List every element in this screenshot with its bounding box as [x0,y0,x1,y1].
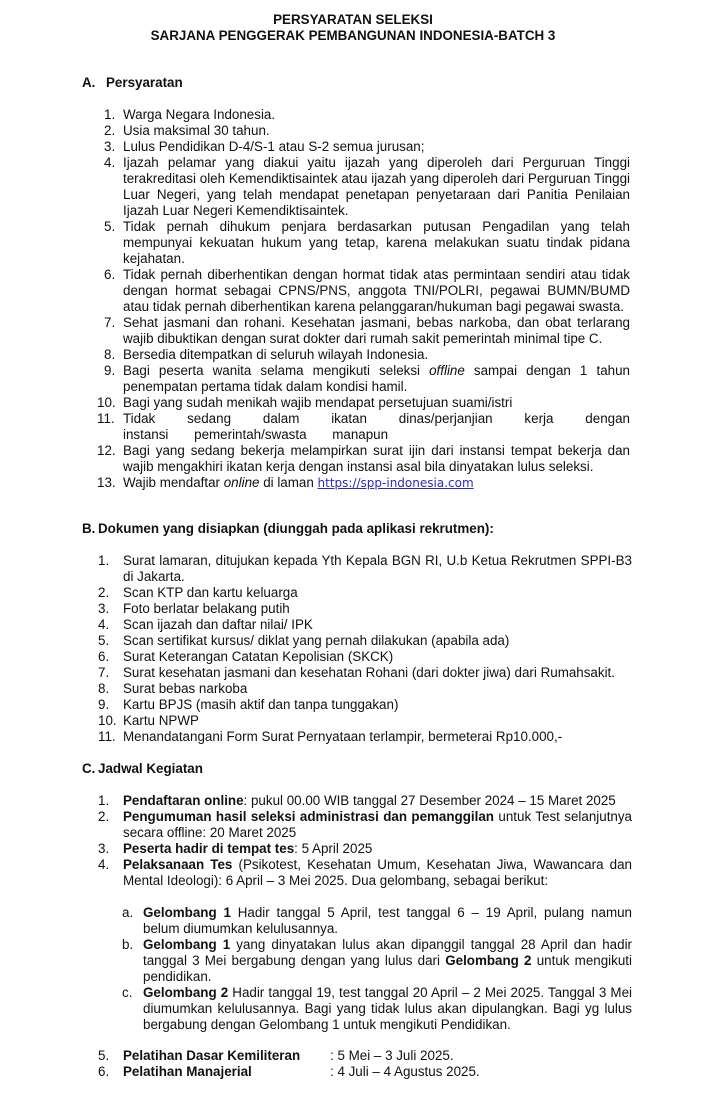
item-letter: c. [122,985,133,1000]
text-segment: sampai dengan 1 tahun penempatan pertama tidak dalam kondisi hamil. [123,363,630,394]
section-a-title: Persyaratan [106,75,183,90]
item-value: : 4 Juli – 4 Agustus 2025. [330,1064,480,1079]
list-item [98,633,632,649]
text-segment: di laman [259,475,318,490]
list-item [104,155,630,219]
item-text: Tidak sedang dalam ikatan dinas/perjanjian kerja dengan instansi pemerintah/swasta manapun [123,411,630,442]
list-item [97,411,630,443]
item-text [123,793,632,809]
item-text [123,363,630,395]
list-item [98,601,632,617]
list-item [104,347,630,363]
item-text: Surat lamaran, ditujukan kepada Yth Kepala BGN RI, U.b Ketua Rekrutmen SPPI-B3 di Jakarta. [123,553,632,584]
item-number: 1. [98,793,110,808]
training-list [98,1048,632,1080]
registration-link[interactable]: https://spp-indonesia.com [317,476,474,490]
item-text: Bersedia ditempatkan di seluruh wilayah Indonesia. [123,347,429,362]
list-item [97,395,630,411]
sub-list-item [122,985,632,1033]
text-segment: Hadir tanggal 19, test tanggal 20 April – 2 Mei 2025. Tanggal 3 Mei diumumkan kelulusannya. Bagi yang tidak lulus akan dipulangkan. Bagi yg lulus bergabung dengan Gelombang 1 untuk mengikuti Pendidikan. [143,985,632,1032]
list-item [98,681,632,697]
documents-list [98,553,632,745]
list-item [104,219,630,267]
item-number: 3. [104,139,116,154]
item-label: Pengumuman hasil seleksi administrasi dan pemanggilan [123,809,494,824]
item-text: Tidak pernah dihukum penjara berdasarkan putusan Pengadilan yang telah mempunyai kekuatan hukum yang tetap, karena melakukan suatu tindak pidana kejahatan. [123,219,630,266]
text-segment: : pukul 00.00 WIB tanggal 27 Desember 2024 – 15 Maret 2025 [243,793,616,808]
text-segment: Hadir tanggal 5 April, test tanggal 6 – 19 April, pulang namun belum diumumkan kelulusannya. [143,905,632,936]
list-item [97,443,630,475]
list-item [98,697,632,713]
item-text: Kartu BPJS (masih aktif dan tanpa tunggakan) [123,697,399,712]
list-item [98,649,632,665]
item-number: 7. [104,315,116,330]
list-item [98,617,632,633]
item-text: Kartu NPWP [123,713,199,728]
list-item [98,585,632,601]
item-text: Usia maksimal 30 tahun. [123,123,270,138]
item-text: Sehat jasmani dan rohani. Kesehatan jasmani, bebas narkoba, dan obat terlarang wajib dibuktikan dengan surat dokter dari rumah sakit pemerintah minimal tipe C. [123,315,630,346]
item-number: 8. [104,347,116,362]
item-number: 6. [104,267,116,282]
item-number: 9. [104,363,116,378]
item-label: Gelombang 2 [445,953,532,968]
section-b-heading [82,521,494,537]
item-number: 4. [98,857,110,872]
item-text [123,475,630,491]
item-text: Scan ijazah dan daftar nilai/ IPK [123,617,313,632]
list-item [104,363,630,395]
item-number: 3. [98,601,110,616]
section-a-heading [82,75,183,91]
item-number: 5. [98,633,110,648]
item-number: 5. [98,1048,110,1063]
section-a-letter: A. [82,75,96,90]
italic-term: offline [429,363,465,378]
item-text [123,809,632,841]
item-number: 6. [98,1064,110,1079]
item-number: 2. [104,123,116,138]
item-number: 5. [104,219,116,234]
item-text: Surat kesehatan jasmani dan kesehatan Rohani (dari dokter jiwa) dari Rumahsakit. [123,665,615,680]
list-item [104,315,630,347]
item-text: Bagi yang sudah menikah wajib mendapat persetujuan suami/istri [123,395,513,410]
item-text: Tidak pernah diberhentikan dengan hormat tidak atas permintaan sendiri atau tidak dengan hormat sebagai CPNS/PNS, anggota TNI/POLRI, pegawai BUMN/BUMD atau tidak pernah diberhentikan karena pelanggaran/hukuman bagi pegawai swasta. [123,267,630,314]
item-number: 9. [98,697,110,712]
item-letter: a. [122,905,134,920]
item-number: 4. [104,155,116,170]
document-title-line1: PERSYARATAN SELEKSI [273,12,433,27]
item-number: 13. [97,475,116,490]
item-number: 10. [97,395,116,410]
item-number: 8. [98,681,110,696]
list-item [98,665,632,681]
item-number: 1. [98,553,110,568]
item-label: Gelombang 2 [143,985,229,1000]
section-b-letter: B. [82,521,96,536]
item-text: Surat Keterangan Catatan Kepolisian (SKCK) [123,649,394,664]
item-number: 6. [98,649,110,664]
section-c-heading [82,761,203,777]
item-text: Scan KTP dan kartu keluarga [123,585,298,600]
list-item [98,841,632,857]
list-item [98,793,632,809]
list-item [98,553,632,585]
sub-list-item [122,937,632,985]
list-item [98,1048,632,1064]
list-item [98,729,632,745]
list-item [97,475,630,491]
text-segment: Bagi peserta wanita selama mengikuti seleksi [123,363,430,378]
item-text [123,857,632,889]
item-number: 3. [98,841,110,856]
item-label: Gelombang 1 [143,905,231,920]
item-number: 12. [97,443,116,458]
item-text: Ijazah pelamar yang diakui yaitu ijazah yang diperoleh dari Perguruan Tinggi terakreditasi oleh Kemendiktisaintek atau ijazah yang diperoleh dari Perguruan Tinggi Luar Negeri, yang telah mendapat penetapan penyetaraan dari Panitia Penilaian Ijazah Luar Negeri Kemendiktisaintek. [123,155,630,218]
text-segment: : 5 April 2025 [294,841,373,856]
list-item [98,857,632,889]
section-b-title: Dokumen yang disiapkan (diunggah pada aplikasi rekrutmen): [98,521,494,536]
item-number: 11. [97,411,115,426]
sub-list-item [122,905,632,937]
text-segment: yang dinyatakan lulus akan dipanggil tanggal 28 April dan hadir tanggal 3 Mei bergabung dengan yang lulus dari [143,937,632,968]
item-label: Pelatihan Manajerial [123,1064,252,1079]
item-label: Pelatihan Dasar Kemiliteran [123,1048,301,1063]
item-text: Warga Negara Indonesia. [123,107,276,122]
schedule-list [98,793,632,889]
item-text [123,841,632,857]
section-c-letter: C. [82,761,96,776]
list-item [98,1064,632,1080]
item-number: 2. [98,585,110,600]
item-text: Lulus Pendidikan D-4/S-1 atau S-2 semua jurusan; [123,139,425,154]
item-label: Peserta hadir di tempat tes [123,841,295,856]
item-number: 11. [98,729,116,744]
wave-sublist [122,905,632,1033]
item-number: 2. [98,809,110,824]
item-text: Menandatangani Form Surat Pernyataan terlampir, bermeterai Rp10.000,- [123,729,563,744]
text-segment: untuk mengikuti pendidikan. [143,953,632,984]
list-item [104,107,630,123]
text-segment: (Psikotest, Kesehatan Umum, Kesehatan Jiwa, Wawancara dan Mental Ideologi): 6 April – 3 Mei 2025. Dua gelombang, sebagai berikut: [123,857,632,888]
item-text: Bagi yang sedang bekerja melampirkan surat ijin dari instansi tempat bekerja dan wajib mengakhiri ikatan kerja dengan instansi asal bila dinyatakan lulus seleksi. [123,443,630,474]
item-label: Pendaftaran online [123,793,244,808]
list-item [98,809,632,841]
item-text: Foto berlatar belakang putih [123,601,290,616]
item-label: Pelaksanaan Tes [123,857,233,872]
item-text: Scan sertifikat kursus/ diklat yang pernah dilakukan (apabila ada) [123,633,510,648]
item-number: 7. [98,665,110,680]
requirements-list [97,107,630,491]
item-value: : 5 Mei – 3 Juli 2025. [330,1048,454,1063]
item-number: 1. [104,107,116,122]
text-segment: Wajib mendaftar [123,475,224,490]
list-item [98,713,632,729]
item-letter: b. [122,937,134,952]
list-item [104,123,630,139]
document-title-line2: SARJANA PENGGERAK PEMBANGUNAN INDONESIA-BATCH 3 [150,28,556,43]
list-item [104,139,630,155]
section-c-title: Jadwal Kegiatan [98,761,203,776]
item-number: 4. [98,617,110,632]
item-text: Surat bebas narkoba [123,681,248,696]
item-number: 10. [98,713,117,728]
list-item [104,267,630,315]
italic-term: online [223,475,260,490]
text-segment: untuk Test selanjutnya secara offline: 20 Maret 2025 [123,809,633,840]
item-label: Gelombang 1 [143,937,231,952]
